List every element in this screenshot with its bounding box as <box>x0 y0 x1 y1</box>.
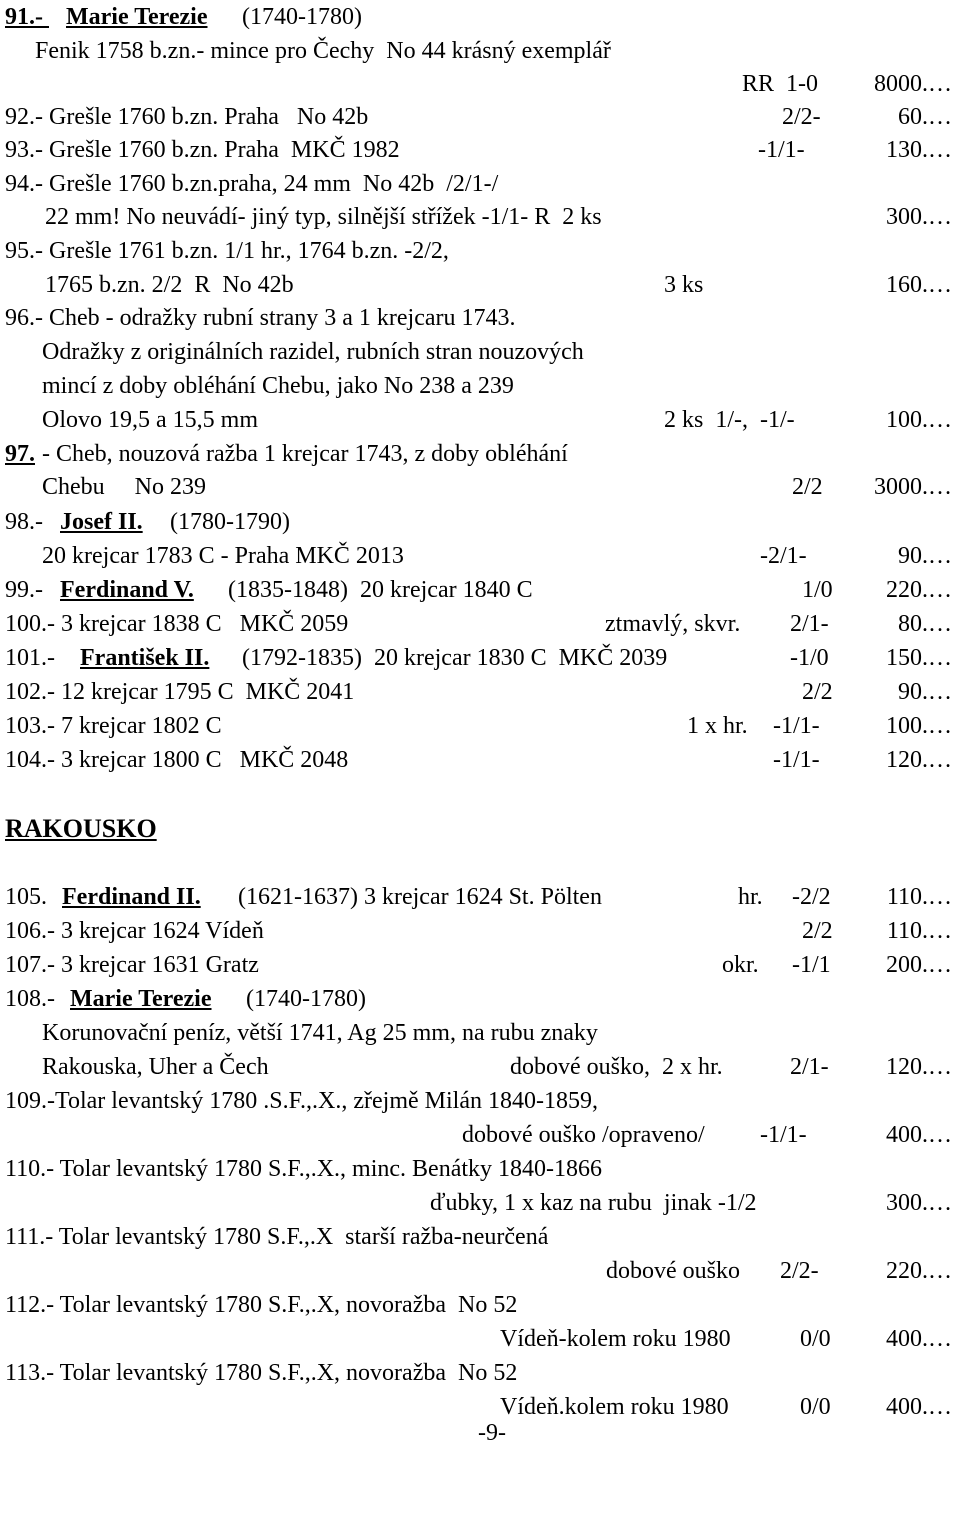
price: 300.… <box>886 1190 952 1216</box>
quantity-grade: 2 ks 1/-, -1/- <box>664 407 795 433</box>
grade: 2/2 <box>802 918 833 944</box>
lot-105 <box>0 880 960 914</box>
price: 400.… <box>886 1394 952 1420</box>
price: 110.… <box>886 918 952 944</box>
ruler-name: František II. <box>80 645 210 671</box>
lot-94 <box>0 167 960 201</box>
price: 90.… <box>898 679 952 705</box>
grade: 1/0 <box>802 577 833 603</box>
lot-98-cont <box>0 539 960 573</box>
description: 103.- 7 krejcar 1802 C <box>5 713 222 739</box>
price: 130.… <box>886 137 952 163</box>
grade: 2/1- <box>790 1054 829 1080</box>
price: 8000.… <box>874 71 952 97</box>
grade: 2/2 <box>802 679 833 705</box>
lot-100 <box>0 607 960 641</box>
price: 120.… <box>886 1054 952 1080</box>
ruler-name: Ferdinand II. <box>62 884 201 910</box>
price: 120.… <box>886 747 952 773</box>
ruler-name: Marie Terezie <box>70 986 212 1012</box>
section-heading <box>0 812 960 846</box>
lot-97-cont <box>0 470 960 504</box>
lot-106 <box>0 914 960 948</box>
description: 22 mm! No neuvádí- jiný typ, silnější střížek -1/1- R 2 ks <box>45 204 602 230</box>
lot-111-cont <box>0 1254 960 1288</box>
description: Rakouska, Uher a Čech <box>42 1054 269 1080</box>
lot-113 <box>0 1356 960 1390</box>
note: ďubky, 1 x kaz na rubu jinak -1/2 <box>430 1190 757 1216</box>
lot-109-cont <box>0 1118 960 1152</box>
quantity: 3 ks <box>664 272 704 298</box>
description: 113.- Tolar levantský 1780 S.F.,.X, novoražba No 52 <box>5 1360 518 1386</box>
note: dobové ouško /opraveno/ <box>462 1122 705 1148</box>
lot-number: 91.- <box>5 4 49 30</box>
description: Fenik 1758 b.zn.- mince pro Čechy No 44 krásný exemplář <box>35 38 611 64</box>
grade: -1/0 <box>790 645 829 671</box>
lot-number: 108.- <box>5 986 55 1012</box>
section-title: RAKOUSKO <box>5 814 157 843</box>
ruler-years: (1740-1780) <box>240 986 366 1012</box>
lot-number: 105. <box>5 884 53 910</box>
lot-99 <box>0 573 960 607</box>
description: - Cheb, nouzová ražba 1 krejcar 1743, z doby obléhání <box>42 441 568 467</box>
description: Olovo 19,5 a 15,5 mm <box>42 407 258 433</box>
note: Vídeň.kolem roku 1980 <box>500 1394 729 1420</box>
lot-104 <box>0 743 960 777</box>
price: 110.… <box>886 884 952 910</box>
grade: 0/0 <box>800 1394 831 1420</box>
grade: -1/1 <box>792 952 831 978</box>
lot-96-cont2 <box>0 369 960 403</box>
price: 220.… <box>886 577 952 603</box>
description: 111.- Tolar levantský 1780 S.F.,.X starší ražba-neurčená <box>5 1224 549 1250</box>
lot-96-cont1 <box>0 335 960 369</box>
lot-102 <box>0 675 960 709</box>
description: (1792-1835) 20 krejcar 1830 C MKČ 2039 <box>236 645 668 671</box>
lot-109 <box>0 1084 960 1118</box>
description: 112.- Tolar levantský 1780 S.F.,.X, novoražba No 52 <box>5 1292 518 1318</box>
lot-92 <box>0 100 960 134</box>
description: 93.- Grešle 1760 b.zn. Praha MKČ 1982 <box>5 137 400 163</box>
lot-number: 97. <box>5 441 35 467</box>
description: (1621-1637) 3 krejcar 1624 St. Pölten <box>232 884 602 910</box>
ruler-name: Marie Terezie <box>66 4 208 30</box>
description: 107.- 3 krejcar 1631 Gratz <box>5 952 259 978</box>
description: 109.-Tolar levantský 1780 .S.F.,.X., zřejmě Milán 1840-1859, <box>5 1088 598 1114</box>
description: 95.- Grešle 1761 b.zn. 1/1 hr., 1764 b.zn. -2/2, <box>5 238 449 264</box>
description: Korunovační peníz, větší 1741, Ag 25 mm, na rubu znaky <box>42 1020 598 1046</box>
price: 400.… <box>886 1326 952 1352</box>
lot-108 <box>0 982 960 1016</box>
price: 100.… <box>886 713 952 739</box>
lot-96 <box>0 301 960 335</box>
lot-number: 98.- <box>5 509 49 535</box>
description: (1835-1848) 20 krejcar 1840 C <box>222 577 533 603</box>
price: 400.… <box>886 1122 952 1148</box>
description: 110.- Tolar levantský 1780 S.F.,.X., minc. Benátky 1840-1866 <box>5 1156 603 1182</box>
lot-97 <box>0 437 960 471</box>
lot-110-cont <box>0 1186 960 1220</box>
lot-108-cont2 <box>0 1050 960 1084</box>
grade: 2/2- <box>780 1258 819 1284</box>
price: 200.… <box>886 952 952 978</box>
lot-91-header <box>0 0 960 34</box>
lot-112 <box>0 1288 960 1322</box>
grade: -2/1- <box>760 543 807 569</box>
description: mincí z doby obléhání Chebu, jako No 238 a 239 <box>42 373 514 399</box>
lot-94-cont <box>0 200 960 234</box>
rarity: RR 1-0 <box>742 71 819 97</box>
grade: 2/2- <box>782 104 821 130</box>
lot-110 <box>0 1152 960 1186</box>
grade: -1/1- <box>760 1122 807 1148</box>
description: Chebu No 239 <box>42 474 206 500</box>
description: 104.- 3 krejcar 1800 C MKČ 2048 <box>5 747 349 773</box>
lot-101 <box>0 641 960 675</box>
description: 102.- 12 krejcar 1795 C MKČ 2041 <box>5 679 355 705</box>
ruler-years: (1740-1780) <box>236 4 362 30</box>
price: 160.… <box>886 272 952 298</box>
lot-93 <box>0 133 960 167</box>
note: Vídeň-kolem roku 1980 <box>500 1326 731 1352</box>
description: 96.- Cheb - odražky rubní strany 3 a 1 krejcaru 1743. <box>5 305 516 331</box>
grade: -1/1- <box>758 137 805 163</box>
lot-95-cont <box>0 268 960 302</box>
grade: -1/1- <box>773 747 820 773</box>
grade: 0/0 <box>800 1326 831 1352</box>
lot-112-cont <box>0 1322 960 1356</box>
price: 300.… <box>886 204 952 230</box>
page-number: -9- <box>478 1420 506 1446</box>
page-footer <box>0 1416 960 1450</box>
grade: 2/1- <box>790 611 829 637</box>
lot-98 <box>0 505 960 539</box>
lot-95 <box>0 234 960 268</box>
lot-96-cont3 <box>0 403 960 437</box>
lot-103 <box>0 709 960 743</box>
note: okr. <box>722 952 759 978</box>
ruler-name: Ferdinand V. <box>60 577 194 603</box>
lot-number: 99.- <box>5 577 49 603</box>
note: dobové ouško <box>606 1258 740 1284</box>
ruler-name: Josef II. <box>60 509 143 535</box>
lot-111 <box>0 1220 960 1254</box>
description: 94.- Grešle 1760 b.zn.praha, 24 mm No 42b /2/1-/ <box>5 171 499 197</box>
description: Odražky z originálních razidel, rubních stran nouzových <box>42 339 584 365</box>
price: 100.… <box>886 407 952 433</box>
grade: 2/2 <box>792 474 823 500</box>
lot-91-desc <box>0 34 960 68</box>
price: 60.… <box>898 104 952 130</box>
note: hr. <box>738 884 763 910</box>
description: 20 krejcar 1783 C - Praha MKČ 2013 <box>42 543 404 569</box>
description: 92.- Grešle 1760 b.zn. Praha No 42b <box>5 104 369 130</box>
note: dobové ouško, 2 x hr. <box>510 1054 723 1080</box>
description: 106.- 3 krejcar 1624 Vídeň <box>5 918 264 944</box>
price: 80.… <box>898 611 952 637</box>
note: ztmavlý, skvr. <box>605 611 741 637</box>
description: 100.- 3 krejcar 1838 C MKČ 2059 <box>5 611 349 637</box>
lot-number: 101.- <box>5 645 67 671</box>
lot-107 <box>0 948 960 982</box>
lot-108-cont1 <box>0 1016 960 1050</box>
lot-91-price-row <box>0 67 960 101</box>
price: 90.… <box>898 543 952 569</box>
price: 220.… <box>886 1258 952 1284</box>
grade: -1/1- <box>773 713 820 739</box>
description: 1765 b.zn. 2/2 R No 42b <box>45 272 294 298</box>
grade: -2/2 <box>792 884 831 910</box>
price: 3000.… <box>874 474 952 500</box>
ruler-years: (1780-1790) <box>164 509 290 535</box>
note: 1 x hr. <box>687 713 748 739</box>
price: 150.… <box>886 645 952 671</box>
